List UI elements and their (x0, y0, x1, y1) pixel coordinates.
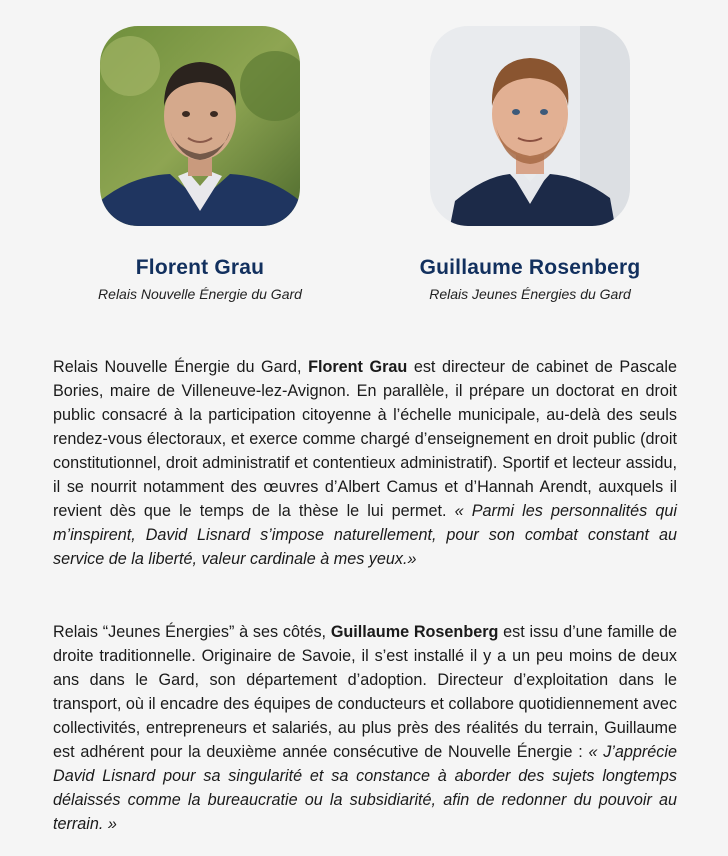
person-card-florent (50, 26, 350, 302)
portrait-photo-florent (100, 26, 300, 226)
portrait-florent-image (100, 26, 300, 226)
bio-quote: « J’apprécie David Lisnard pour sa singularité et sa constance à aborder des sujets longtemps délaissés comme la bureaucratie ou la subsidiarité, afin de redonner du pouvoir au terrain. » (53, 743, 677, 833)
portrait-guillaume-image (430, 26, 630, 226)
people-section (0, 0, 728, 330)
bio-quote: « Parmi les personnalités qui m’inspirent, David Lisnard s’impose naturellement, pour son combat constant au service de la liberté, valeur cardinale à mes yeux.» (53, 502, 677, 568)
bio-intro: Relais “Jeunes Énergies” à ses côtés, (53, 623, 331, 641)
person-name: Florent Grau (135, 256, 265, 279)
bio-body: est issu d’une famille de droite traditionnelle. Originaire de Savoie, il s’est installé il y a un peu moins de deux ans dans le Gard, son département d’adoption. Directeur d’exploitation dans le transport, où il encadre des équipes de conducteurs et collabore quotidiennement avec collectivités, entrepreneurs et salariés, au plus près des réalités du terrain, Guillaume est adhérent pour la deuxième année consécutive de Nouvelle Énergie : (53, 623, 677, 761)
bio-name: Guillaume Rosenberg (330, 623, 499, 641)
portrait-photo-guillaume (430, 26, 630, 226)
person-role: Relais Nouvelle Énergie du Gard (98, 286, 302, 302)
bio-intro: Relais Nouvelle Énergie du Gard, (53, 358, 309, 376)
person-card-guillaume (380, 26, 680, 302)
bio-body: est directeur de cabinet de Pascale Bories, maire de Villeneuve-lez-Avignon. En parallèle, il prépare un doctorat en droit public consacré à la participation citoyenne à l’échelle municipale, au-delà des seuls rendez-vous électoraux, et exerce comme chargé d’enseignement en droit public (droit constitutionnel, droit administratif et contentieux administratif). Sportif et lecteur assidu, il se nourrit notamment des œuvres d’Albert Camus et d’Hannah Arendt, auxquels il revient dès que le temps de la thèse le lui permet. (53, 358, 677, 520)
bio-paragraph-florent (53, 355, 677, 571)
bio-name: Florent Grau (308, 358, 408, 376)
bio-paragraph-guillaume (53, 620, 677, 836)
person-name: Guillaume Rosenberg (419, 256, 641, 279)
person-role: Relais Jeunes Énergies du Gard (429, 286, 631, 302)
